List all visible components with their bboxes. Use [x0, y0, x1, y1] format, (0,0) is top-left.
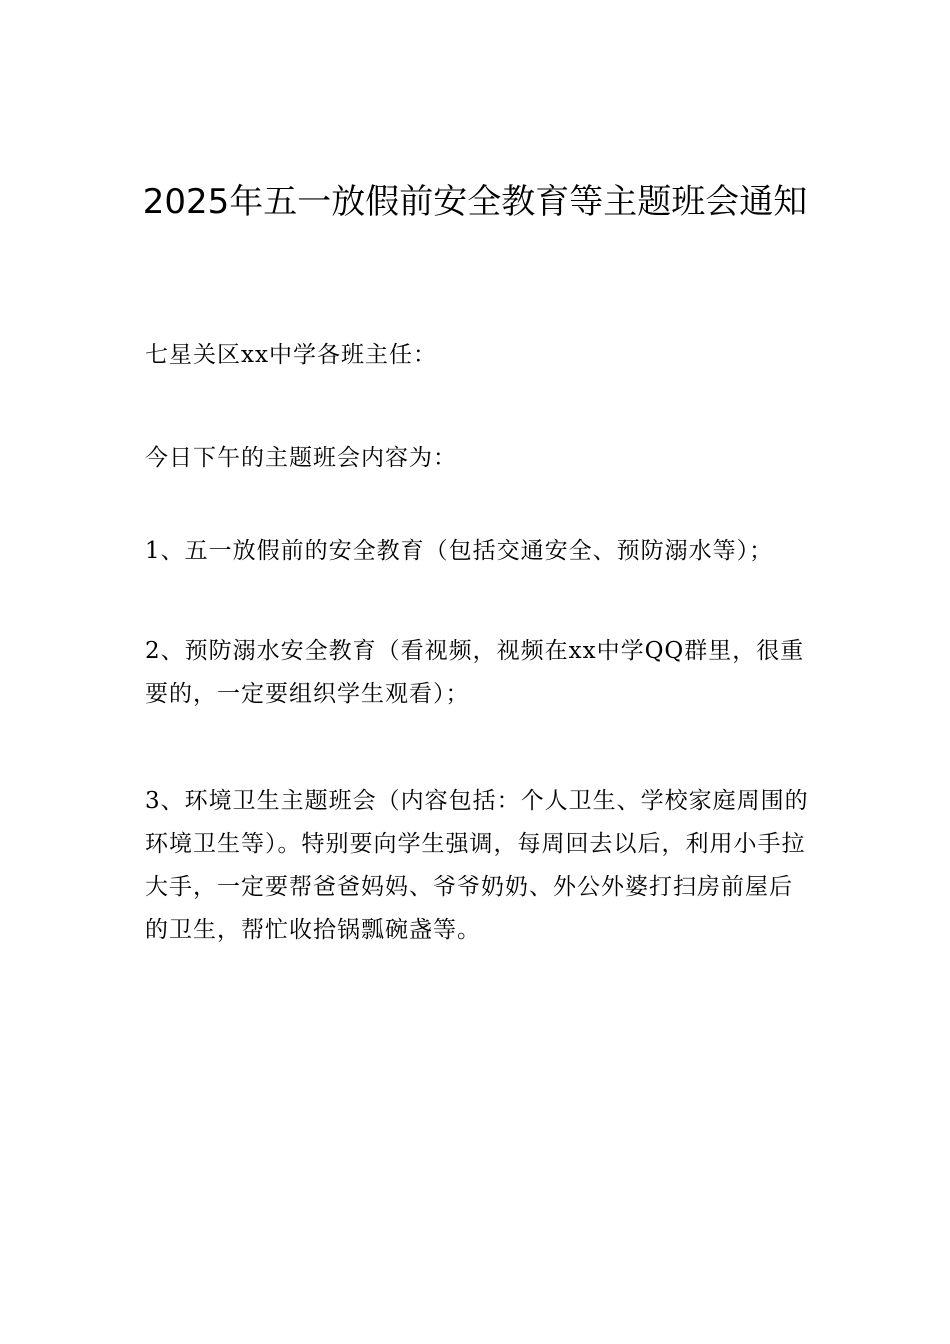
- list-item-3: 3、环境卫生主题班会（内容包括：个人卫生、学校家庭周围的环境卫生等）。特别要向学生强调，每周回去以后，利用小手拉大手，一定要帮爸爸妈妈、爷爷奶奶、外公外婆打扫房前屋后的卫生，帮忙收拾锅瓢碗盏等。: [145, 788, 809, 943]
- list-item-2: 2、预防溺水安全教育（看视频，视频在xx中学QQ群里，很重要的，一定要组织学生观看）；: [145, 638, 805, 707]
- salutation-line: 七星关区xx中学各班主任：: [145, 342, 437, 368]
- document-title: 2025年五一放假前安全教育等主题班会通知: [142, 182, 808, 222]
- intro-paragraph: 今日下午的主题班会内容为：: [145, 445, 457, 471]
- list-item-1: 1、五一放假前的安全教育（包括交通安全、预防溺水等）；: [145, 538, 774, 564]
